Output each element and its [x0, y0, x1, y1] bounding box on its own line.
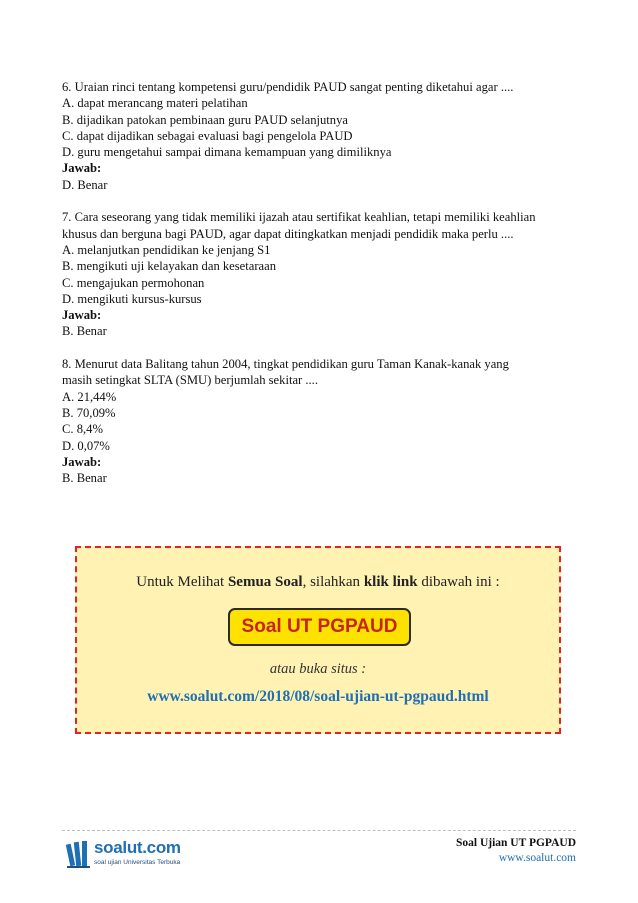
promo-text-bold-click-link: klik link [363, 574, 418, 590]
question-6 [62, 79, 582, 193]
question-text: 7. Cara seseorang yang tidak memiliki ijazah atau sertifikat keahlian, tetapi memiliki keahlian [62, 210, 536, 225]
question-text: 6. Uraian rinci tentang kompetensi guru/pendidik PAUD sangat penting diketahui agar .... [62, 80, 514, 94]
answer-label: Jawab: [62, 454, 102, 469]
option-b: B. dijadikan patokan pembinaan guru PAUD selanjutnya [62, 112, 348, 127]
answer-value: B. Benar [62, 471, 107, 486]
promo-box [75, 546, 561, 734]
option-a: A. dapat merancang materi pelatihan [62, 96, 248, 111]
promo-text-middle: , silahkan [302, 574, 364, 590]
option-d: D. mengikuti kursus-kursus [62, 291, 202, 306]
promo-alt-text: atau buka situs : [269, 661, 367, 677]
soalut-logo [66, 838, 181, 872]
footer-site-link[interactable]: www.soalut.com [498, 852, 576, 864]
option-c: C. 8,4% [62, 422, 103, 437]
books-icon [66, 838, 92, 870]
question-text-continued: khusus dan berguna bagi PAUD, agar dapat ditingkatkan menjadi pendidik maka perlu .... [62, 226, 514, 241]
option-b: B. mengikuti uji kelayakan dan kesetaraan [62, 259, 277, 274]
promo-text-before: Untuk Melihat [136, 574, 228, 590]
option-a: A. melanjutkan pendidikan ke jenjang S1 [62, 242, 271, 257]
option-c: C. dapat dijadikan sebagai evaluasi bagi pengelola PAUD [62, 128, 353, 143]
questions-container [62, 79, 582, 503]
answer-value: B. Benar [62, 324, 107, 339]
question-text: 8. Menurut data Balitang tahun 2004, tingkat pendidikan guru Taman Kanak-kanak yang [62, 357, 509, 372]
option-b: B. 70,09% [62, 405, 116, 420]
option-a: A. 21,44% [62, 389, 117, 404]
option-d: D. 0,07% [62, 438, 110, 453]
promo-text [77, 574, 559, 591]
question-8 [62, 356, 582, 486]
question-text-continued: masih setingkat SLTA (SMU) berjumlah sekitar .... [62, 373, 318, 388]
footer-info [456, 836, 576, 866]
answer-label: Jawab: [62, 161, 102, 176]
promo-text-bold-all-questions: Semua Soal [227, 574, 303, 590]
logo-tagline: soal ujian Universitas Terbuka [94, 859, 181, 866]
logo-wordmark: soalut.com [94, 838, 181, 857]
option-c: C. mengajukan permohonan [62, 275, 205, 290]
footer-title: Soal Ujian UT PGPAUD [455, 837, 576, 849]
promo-url-link[interactable]: www.soalut.com/2018/08/soal-ujian-ut-pgpaud.html [147, 688, 489, 705]
answer-value: D. Benar [62, 177, 108, 192]
option-d: D. guru mengetahui sampai dimana kemampuan yang dimiliknya [62, 145, 392, 160]
answer-label: Jawab: [62, 308, 102, 323]
footer-divider [62, 830, 576, 831]
promo-text-after: dibawah ini : [417, 574, 500, 590]
soal-ut-pgpaud-button[interactable]: Soal UT PGPAUD [228, 608, 411, 646]
question-7 [62, 209, 582, 339]
